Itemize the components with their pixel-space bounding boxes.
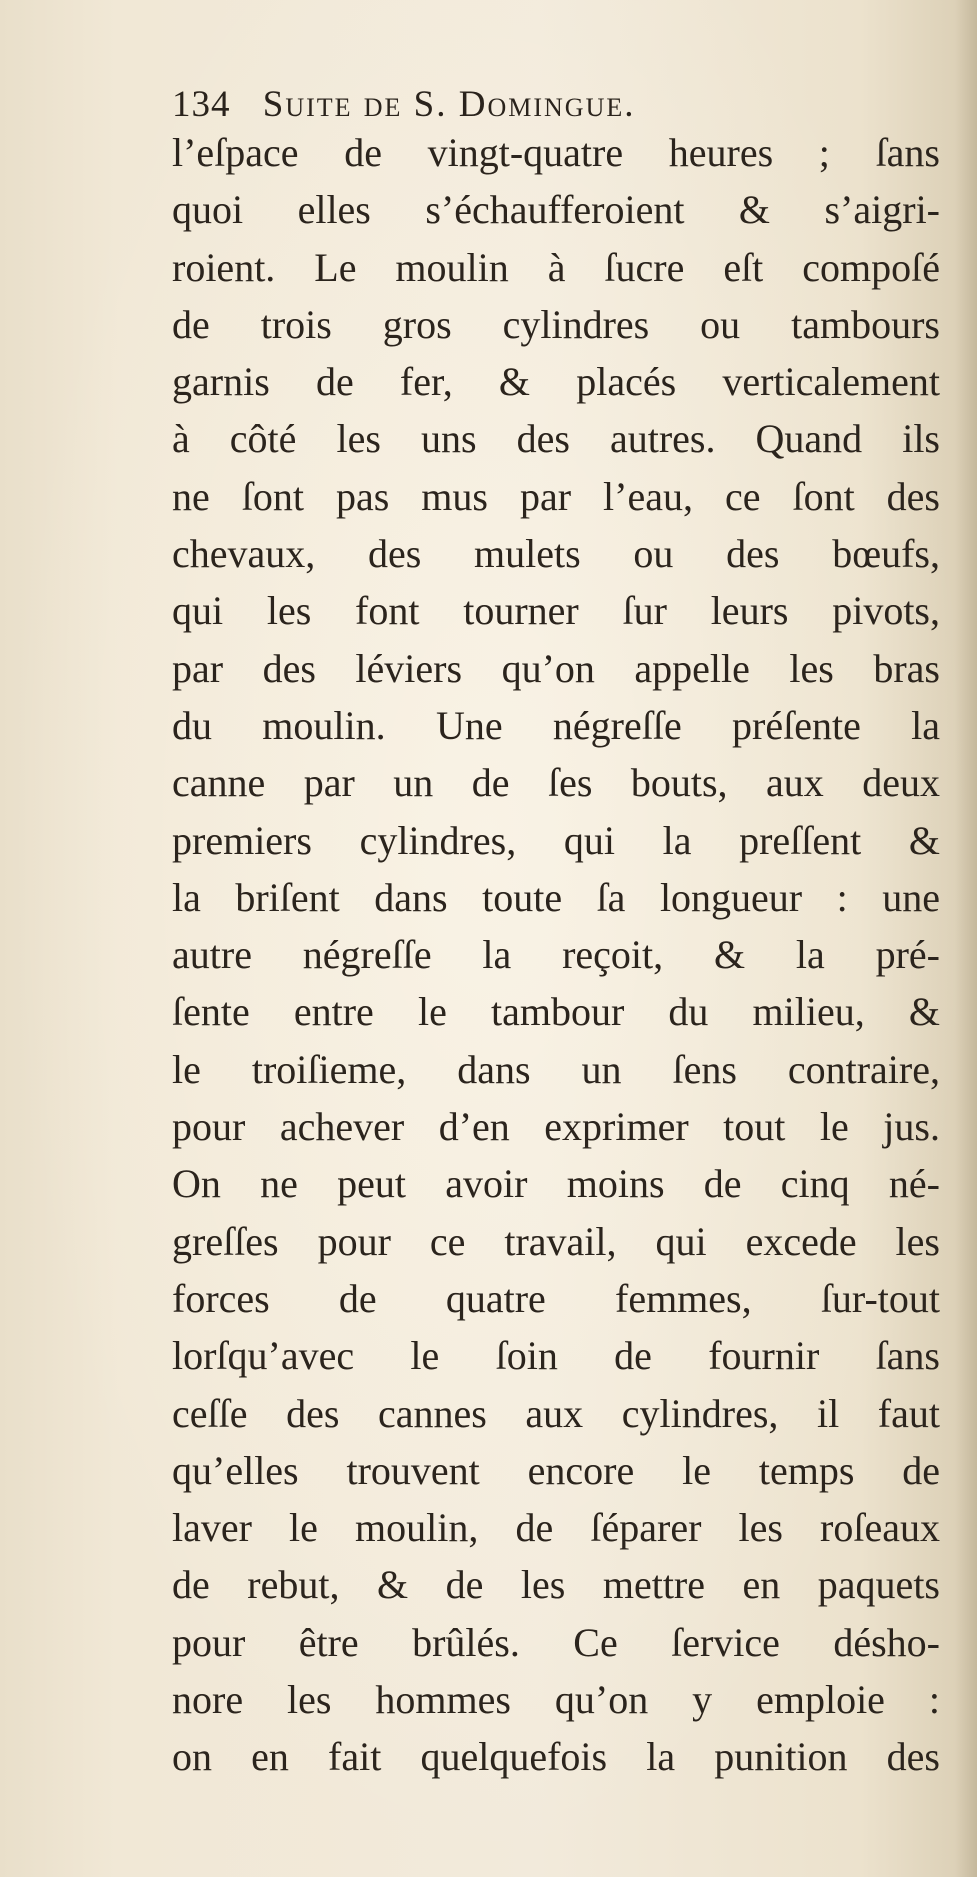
text-line: ne ſont pas mus par l’eau, ce ſont des: [172, 473, 940, 519]
text-line: pour être brûlés. Ce ſervice désho-: [172, 1619, 940, 1665]
text-line: premiers cylindres, qui la preſſent &: [172, 817, 940, 863]
text-line: de trois gros cylindres ou tambours: [172, 301, 940, 347]
text-line: l’eſpace de vingt-quatre heures ; ſans: [172, 130, 940, 175]
text-line: pour achever d’en exprimer tout le jus.: [172, 1104, 940, 1150]
text-line: On ne peut avoir moins de cinq né-: [172, 1161, 940, 1207]
text-line: ceſſe des cannes aux cylindres, il faut: [172, 1390, 940, 1436]
text-line: laver le moulin, de ſéparer les roſeaux: [172, 1505, 940, 1551]
text-line: à côté les uns des autres. Quand ils: [172, 416, 940, 462]
text-line: canne par un de ſes bouts, aux deux: [172, 760, 940, 806]
text-line: quoi elles s’échaufferoient & s’aigri-: [172, 187, 940, 233]
text-line: le troiſieme, dans un ſens contraire,: [172, 1046, 940, 1092]
text-line: autre négreſſe la reçoit, & la pré-: [172, 932, 940, 978]
text-line: on en fait quelquefois la punition des: [172, 1734, 940, 1780]
text-line: nore les hommes qu’on y emploie :: [172, 1677, 940, 1723]
running-title: Suite de S. Domingue.: [262, 84, 636, 125]
text-line: roient. Le moulin à ſucre eſt compoſé: [172, 244, 940, 290]
text-line: forces de quatre femmes, ſur-tout: [172, 1275, 940, 1321]
text-line: greſſes pour ce travail, qui excede les: [172, 1218, 940, 1264]
text-line: de rebut, & de les mettre en paquets: [172, 1562, 940, 1608]
text-line: par des léviers qu’on appelle les bras: [172, 645, 940, 691]
text-line: garnis de fer, & placés verticalement: [172, 359, 940, 405]
text-line: lorſqu’avec le ſoin de fournir ſans: [172, 1333, 940, 1379]
text-line: ſente entre le tambour du milieu, &: [172, 989, 940, 1035]
text-line: du moulin. Une négreſſe préſente la: [172, 702, 940, 748]
text-line: chevaux, des mulets ou des bœufs,: [172, 531, 940, 577]
text-line: qu’elles trouvent encore le temps de: [172, 1447, 940, 1493]
text-line: la briſent dans toute ſa longueur : une: [172, 874, 940, 920]
body-text: [172, 124, 940, 1786]
page-gutter-shadow: [955, 0, 977, 1877]
page-number: 134: [172, 84, 231, 125]
text-line: qui les font tourner ſur leurs pivots,: [172, 588, 940, 634]
